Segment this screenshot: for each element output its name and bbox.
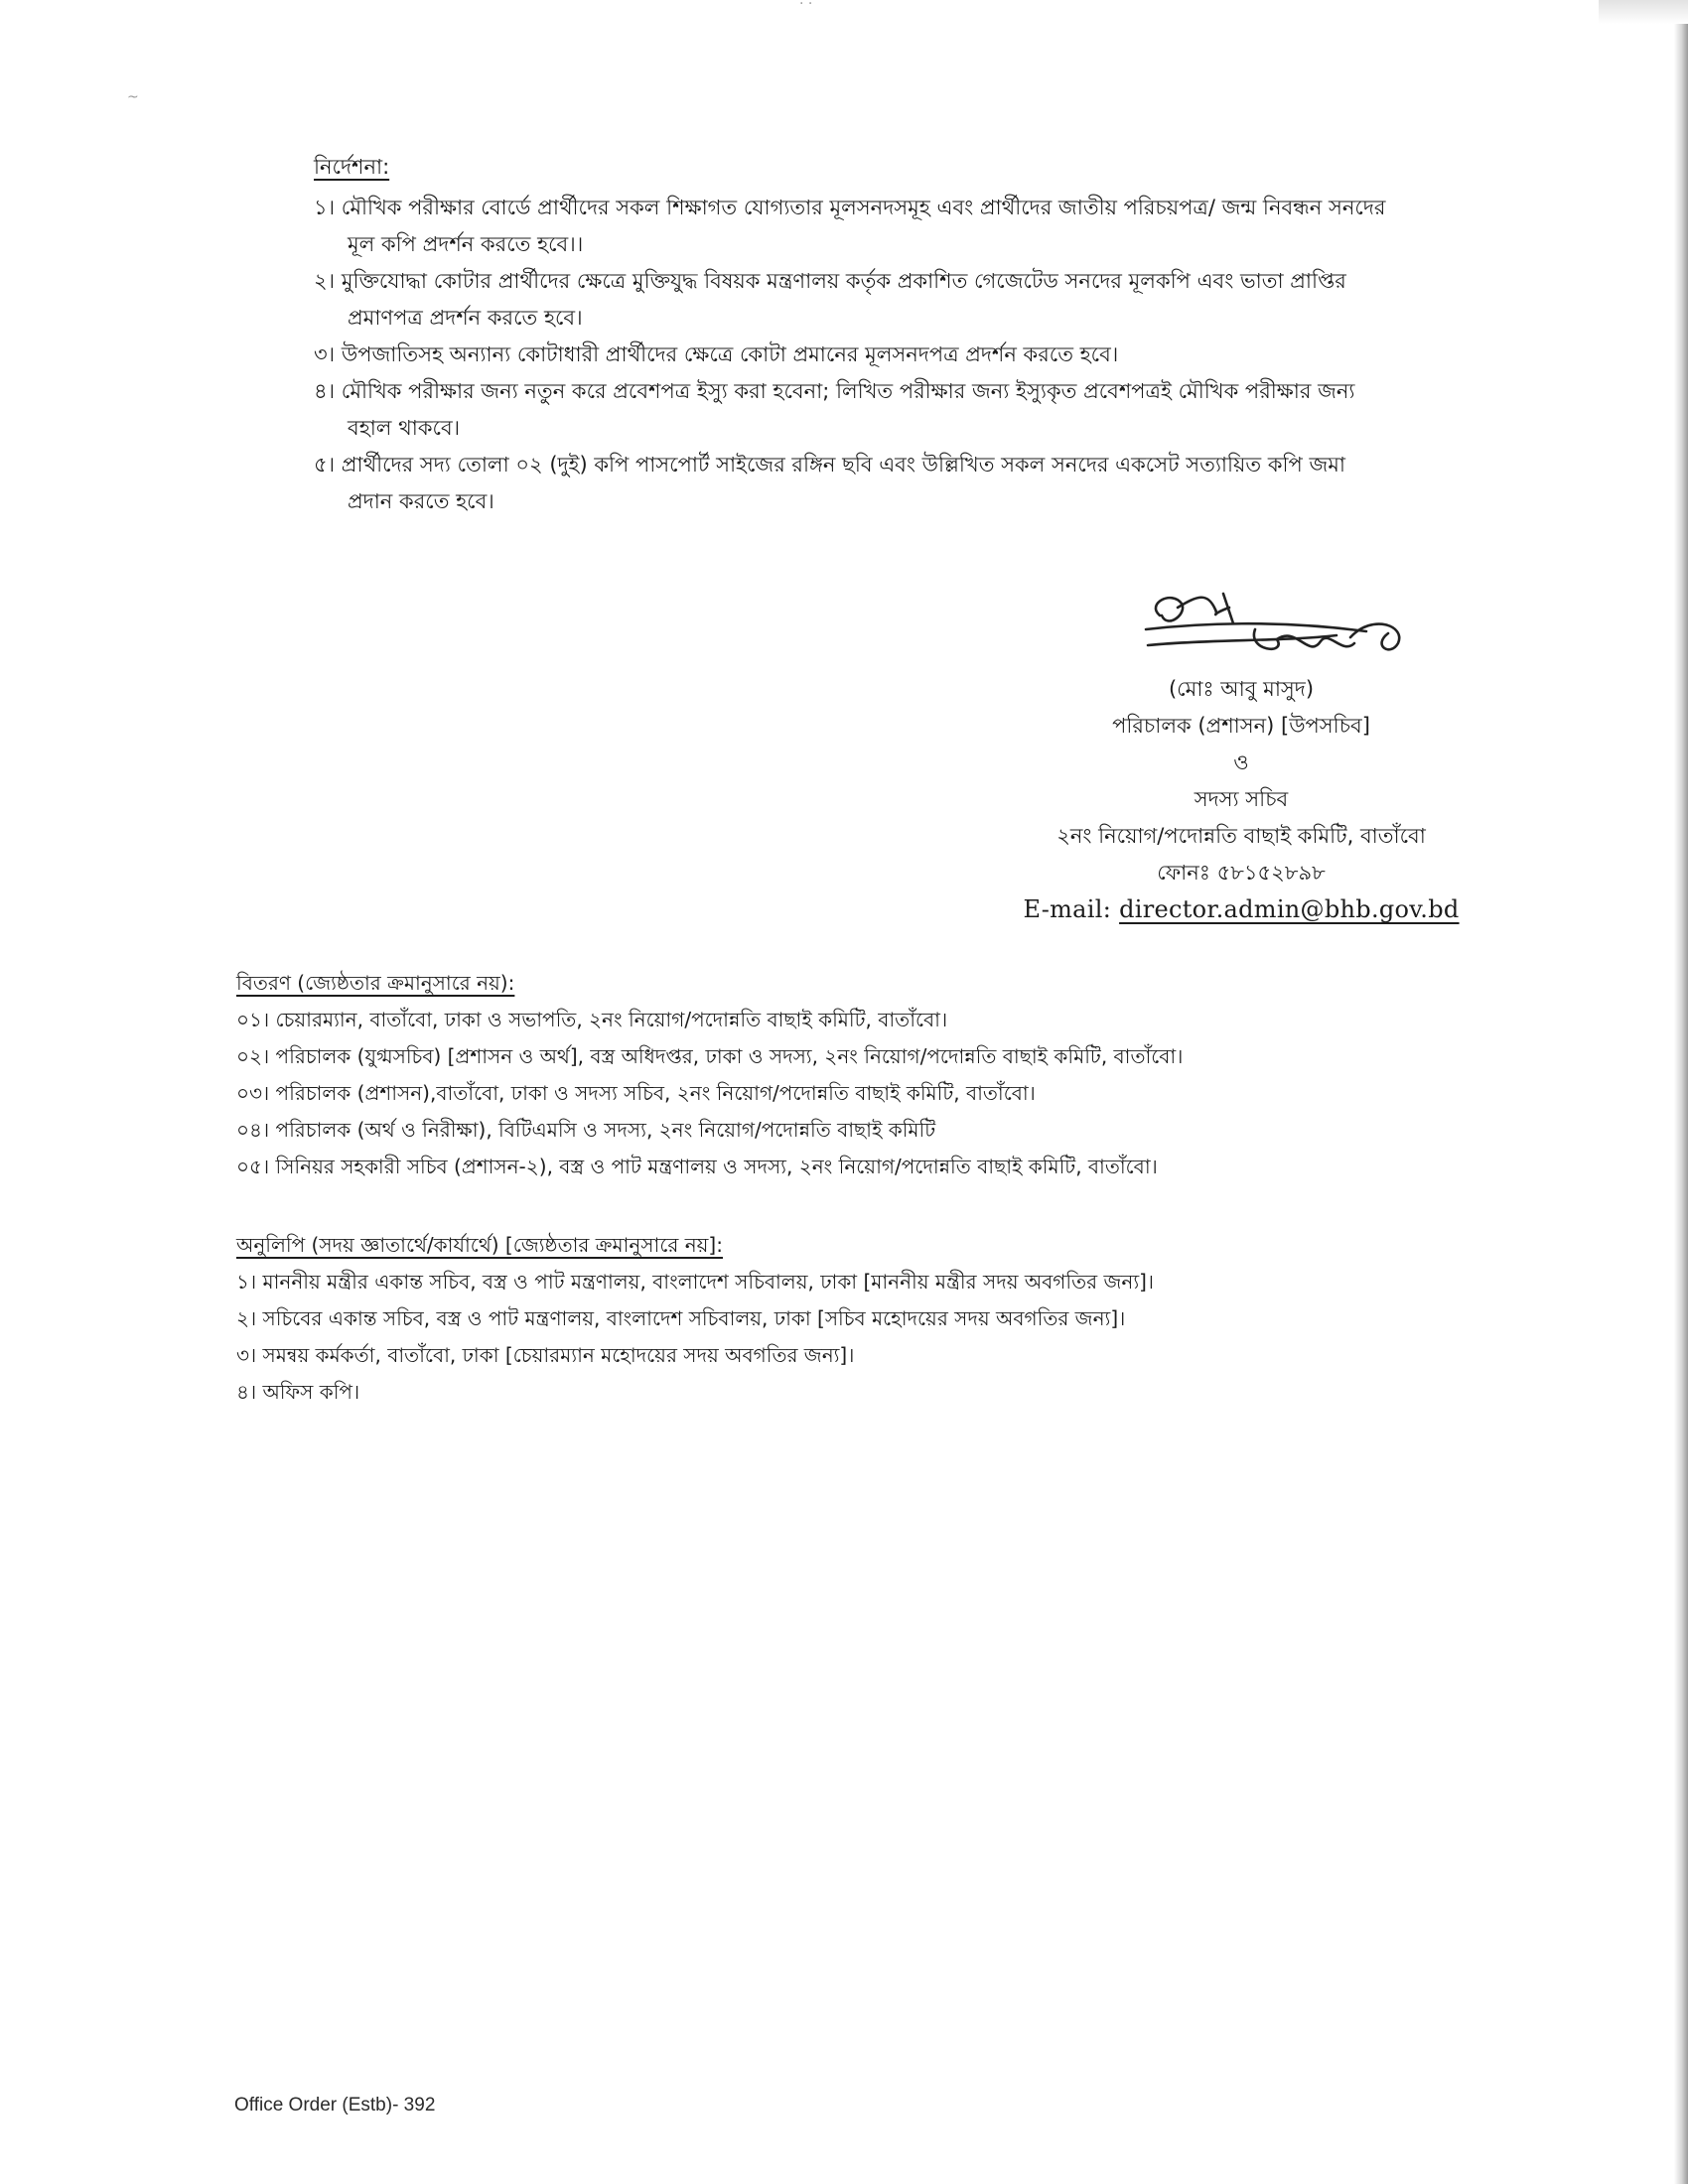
distribution-item: ০২। পরিচালক (যুগ্মসচিব) [প্রশাসন ও অর্থ], বস্ত্র অধিদপ্তর, ঢাকা ও সদস্য, ২নং নিয়োগ/পদোন্নতি বাছাই কমিটি, বাতাঁবো। <box>236 1044 1184 1068</box>
distribution-section <box>236 965 1448 1185</box>
email-link[interactable]: director.admin@bhb.gov.bd <box>1119 895 1460 923</box>
distribution-item: ০৩। পরিচালক (প্রশাসন),বাতাঁবো, ঢাকা ও সদস্য সচিব, ২নং নিয়োগ/পদোন্নতি বাছাই কমিটি, বাতাঁবো। <box>236 1081 1036 1105</box>
instruction-item: ৫। প্রার্থীদের সদ্য তোলা ০২ (দুই) কপি পাসপোর্ট সাইজের রঙ্গিন ছবি এবং উল্লিখিত সকল সনদের একসেট সত্যায়িত কপি জমা প্রদান করতে হবে। <box>314 453 1345 513</box>
instruction-item: ১। মৌখিক পরীক্ষার বোর্ডে প্রার্থীদের সকল শিক্ষাগত যোগ্যতার মূলসনদসমূহ এবং প্রার্থীদের জাতীয় পরিচয়পত্র/ জন্ম নিবন্ধন সনদের মূল কপি প্রদর্শন করতে হবে।। <box>314 196 1386 256</box>
distribution-item: ০১। চেয়ারম্যান, বাতাঁবো, ঢাকা ও সভাপতি, ২নং নিয়োগ/পদোন্নতি বাছাই কমিটি, বাতাঁবো। <box>236 1008 948 1031</box>
signatory-conjunction: ও <box>1233 751 1249 774</box>
copy-item: ৪। অফিস কপি। <box>236 1380 360 1404</box>
instruction-item: ৩। উপজাতিসহ অন্যান্য কোটাধারী প্রার্থীদের ক্ষেত্রে কোটা প্রমানের মূলসনদপত্র প্রদর্শন করতে হবে। <box>314 342 1119 366</box>
scan-speck: ~ <box>127 89 139 105</box>
signatory-email-line <box>943 891 1539 928</box>
handwritten-signature <box>1138 586 1426 671</box>
footer-order-number: Office Order (Estb)- 392 <box>234 2095 436 2116</box>
instructions-heading: নির্দেশনা: <box>314 155 390 179</box>
copies-section <box>236 1227 1448 1411</box>
copies-heading: অনুলিপি (সদয় জ্ঞাতার্থে/কার্যার্থে) [জ্যেষ্ঠতার ক্রমানুসারে নয়]: <box>236 1233 723 1257</box>
instruction-item: ২। মুক্তিযোদ্ধা কোটার প্রার্থীদের ক্ষেত্রে মুক্তিযুদ্ধ বিষয়ক মন্ত্রণালয় কর্তৃক প্রকাশিত গেজেটেড সনদের মূলকপি এবং ভাতা প্রাপ্তির প্রমাণপত্র প্রদর্শন করতে হবে। <box>314 269 1346 330</box>
distribution-item: ০৫। সিনিয়র সহকারী সচিব (প্রশাসন-২), বস্ত্র ও পাট মন্ত্রণালয় ও সদস্য, ২নং নিয়োগ/পদোন্নতি বাছাই কমিটি, বাতাঁবো। <box>236 1155 1158 1178</box>
instruction-item: ৪। মৌখিক পরীক্ষার জন্য নতুন করে প্রবেশপত্র ইস্যু করা হবেনা; লিখিত পরীক্ষার জন্য ইস্যুকৃত প্রবেশপত্রই মৌখিক পরীক্ষার জন্য বহাল থাকবে। <box>314 379 1355 440</box>
scan-corner-shadow <box>1599 0 1688 24</box>
scan-edge-shadow <box>1674 0 1688 2184</box>
signatory-committee: ২নং নিয়োগ/পদোন্নতি বাছাই কমিটি, বাতাঁবো <box>1056 824 1426 848</box>
scan-speck: · · <box>799 0 813 12</box>
copy-item: ১। মাননীয় মন্ত্রীর একান্ত সচিব, বস্ত্র ও পাট মন্ত্রণালয়, বাংলাদেশ সচিবালয়, ঢাকা [মাননীয় মন্ত্রীর সদয় অবগতির জন্য]। <box>236 1270 1155 1294</box>
email-label: E-mail: <box>1023 895 1112 923</box>
signatory-phone: ফোনঃ ৫৮১৫২৮৯৮ <box>1157 861 1326 885</box>
signatory-designation: পরিচালক (প্রশাসন) [উপসচিব] <box>1112 714 1370 738</box>
signatory-name: (মোঃ আবু মাসুদ) <box>1168 677 1315 701</box>
instructions-section <box>314 149 1386 520</box>
signature-block <box>943 586 1539 928</box>
signatory-role: সদস্য সচিব <box>1194 787 1289 811</box>
distribution-item: ০৪। পরিচালক (অর্থ ও নিরীক্ষা), বিটিএমসি ও সদস্য, ২নং নিয়োগ/পদোন্নতি বাছাই কমিটি <box>236 1118 936 1142</box>
copy-item: ২। সচিবের একান্ত সচিব, বস্ত্র ও পাট মন্ত্রণালয়, বাংলাদেশ সচিবালয়, ঢাকা [সচিব মহোদয়ের সদয় অবগতির জন্য]। <box>236 1306 1126 1330</box>
distribution-heading: বিতরণ (জ্যেষ্ঠতার ক্রমানুসারে নয়): <box>236 971 515 995</box>
copy-item: ৩। সমন্বয় কর্মকর্তা, বাতাঁবো, ঢাকা [চেয়ারম্যান মহোদয়ের সদয় অবগতির জন্য]। <box>236 1343 855 1367</box>
